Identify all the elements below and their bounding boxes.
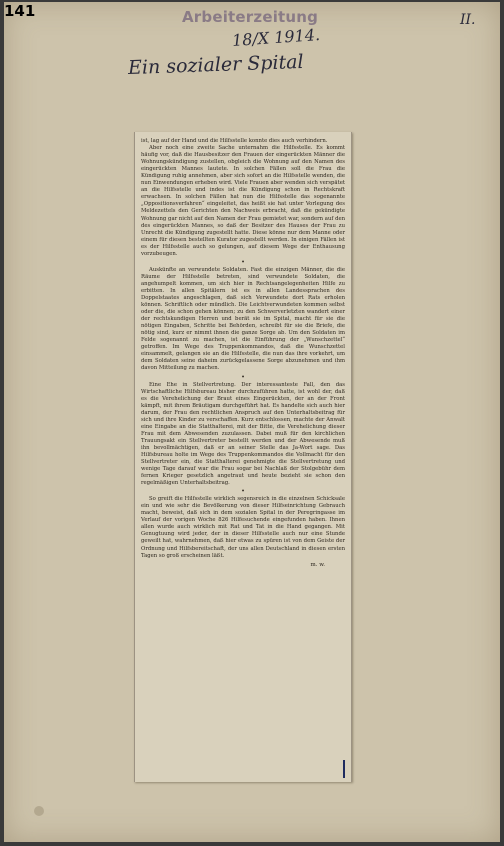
section-separator: •	[241, 488, 245, 496]
ink-margin-mark	[343, 760, 345, 778]
author-signature: m. w.	[310, 561, 325, 568]
paper-stain	[34, 806, 44, 816]
article-paragraph: Auskünfte an verwundete Soldaten. Fast die einzigen Männer, die die Räume der Hilfsstelle betreten, sind verwundete Soldaten, die angehumpelt kommen, um sich hier in Rechtsangelegenheiten Hilfe zu erbitten. In allen Spitälern ist es in allen Landessprachen des Doppelstaates angeschlagen, daß sich Verwundete dort Rats erholen können. Schriftlich oder mündlich. Die Leichtverwundeten kommen selbst oder die, die schon gehen können; zu den Schwerverletzten wandert einer der rechtskundigen Herren und berät sie im Spital, macht für sie die nötigen Eingaben, Schritte bei Behörden, schreibt für sie die Briefe, die nötig sind, kurz er nimmt ihnen die ganze Sorge ab. Um den Soldaten im Felde sogenannt zu machen, ist die Einführung der „Wunschzettel“ getroffen. Im Wege des Truppenkommandos, daß die Wunschzettel einsammelt, gelangen sie an die Hilfsstelle, die nun das ihre vorkehrt, um dem Soldaten seine daheim zurückgelassene Sorge abzunehmen und ihm davon Mitteilung zu machen.	[141, 266, 345, 372]
page-number: 141	[4, 2, 36, 20]
article-body	[141, 138, 345, 568]
volume-roman-numeral: II.	[460, 12, 476, 28]
handwritten-date: 18/X 1914.	[231, 24, 321, 51]
section-separator: •	[241, 258, 245, 266]
section-separator: •	[241, 373, 245, 381]
handwritten-title: Ein sozialer Spital	[127, 50, 304, 80]
article-paragraph: So greift die Hilfsstelle wirklich segensreich in die einzelnen Schicksale ein und wie sehr die Bevölkerung von dieser Hilfseinrichtung Gebrauch macht, beweist, daß sich in dem sozialen Spital in der Peregringasse im Verlauf der vorigen Woche 826 Hilfesuchende eingefunden haben. Ihnen allen wurde auch wirklich mit Rat und Tat in die Hand gegangen. Mit Genugtuung wird jeder, der in dieser Hilfsstelle auch nur eine Stunde geweilt hat, wahrnehmen, daß hier etwas zu spüren ist von dem Geiste der Ordnung und Hilfsbereitschaft, der uns allen Deutschland in diesen ersten Tagen so groß erscheinen läßt.	[141, 496, 345, 559]
article-paragraph: Aber noch eine zweite Sache unternahm die Hilfsstelle. Es kommt häufig vor, daß die Hausbesitzer den Frauen der eingerückten Männer die Wohnungskündigung zustellen, obgleich die Wohnung auf den Namen des eingerückten Mannes lautete. In solchen Fällen soll die Frau die Kündigung ruhig annehmen, aber sich sofort an die Hilfsstelle wenden, die nun Einwendungen erheben wird. Viele Frauen aber wenden sich verspätet an die Hilfsstelle und indes ist die Kündigung schon in Rechtskraft erwachsen. In solchen Fällen hat nun die Hilfsstelle das sogenannte „Oppositionsverfahren“ eingeleitet, das heißt sie hat unter Vorlegung des Meldezettels den Gerichten den Nachweis erbracht, daß die gekündigte Wohnung gar nicht auf den Namen der Frau gemietet war, sondern auf den des eingerückten Mannes, so daß der Besitzer des Hauses der Frau zu Unrecht die Kündigung zugestellt hatte. Diese könne nur dem Manne oder einem für diesen bestellten Kurator zugestellt werden. In einigen Fällen ist es der Hilfsstelle auch so gelungen, auf diesem Wege der Enthausung vorzubeugen.	[141, 145, 345, 257]
article-paragraph: Eine Ehe in Stellvertretung. Der interessanteste Fall, den das Wirtschaftliche Hilfsbureau bisher durchzuführen hatte, ist wohl der, daß es die Verehelichung der Braut eines Eingerückten, der an der Front kämpft, mit ihrem Bräutigam durchgeführt hat. Es handelte sich auch hier darum, der Frau den rechtlichen Anspruch auf den Unterhaltsbeitrag für sich und ihre Kinder zu verschaffen. Kurz entschlossen, machte der Anwalt eine Eingabe an die Statthalterei, mit der Bitte, die Verehelichung dieser Frau mit dem Abwesenden zuzulassen. Dabei muß für den kirchlichen Trauungsakt ein Stellvertreter bestellt werden und der Abwesende muß ihn bevollmächtigen, daß er an seiner Stelle das Ja-Wort sage. Das Hilfsbureau holte im Wege des Truppenkommandos die Vollmacht für den Stellvertreter ein, die Statthalterei genehmigte die Stellvertretung und wenige Tage darauf war die Frau sogar bei Nachlaß der Stolgebühr dem fernen Krieger gesetzlich angetraut und heute bezieht sie schon den regelmäßigen Unterhaltsbeitrag.	[141, 381, 345, 487]
newspaper-stamp: Arbeiterzeitung	[182, 8, 319, 26]
newspaper-clipping	[134, 132, 352, 782]
article-paragraph: ist, lag auf der Hand und die Hilfsstelle konnte dies auch verhindern.	[141, 138, 328, 144]
